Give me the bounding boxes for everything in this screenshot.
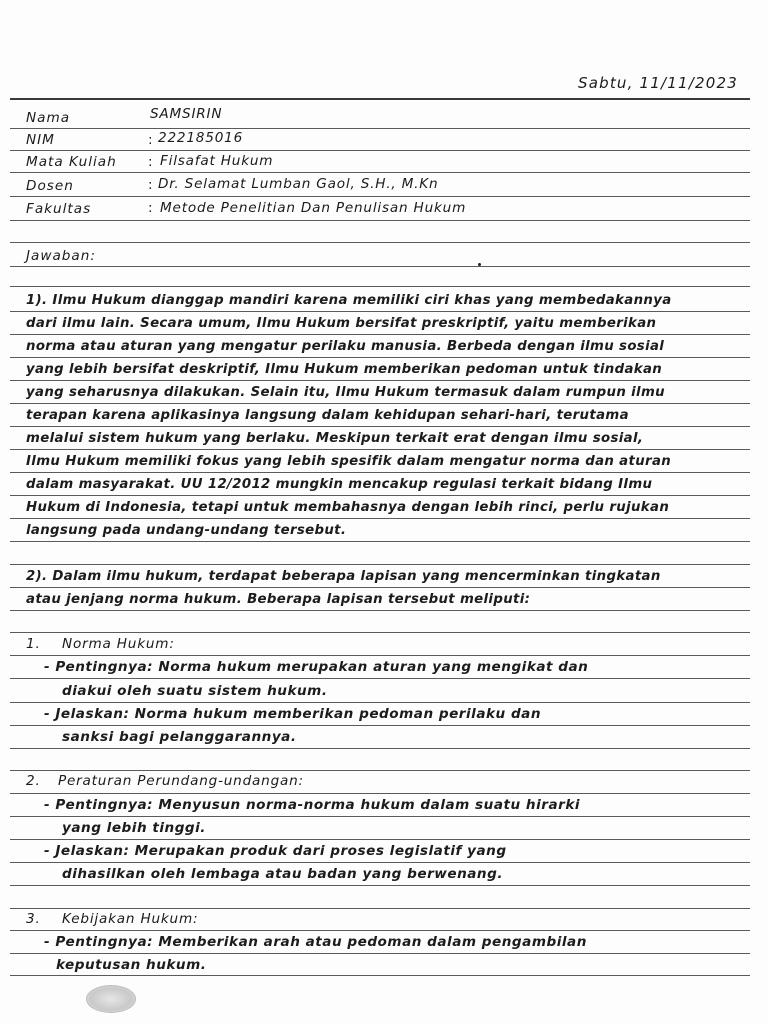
text-line: 2). Dalam ilmu hukum, terdapat beberapa lapisan yang mencerminkan tingkatan [26, 569, 661, 584]
item-number: 1. [26, 636, 41, 652]
item-line: sanksi bagi pelanggarannya. [62, 729, 297, 745]
ruled-line [10, 172, 750, 173]
ruled-line [10, 266, 750, 267]
item-line: keputusan hukum. [56, 957, 207, 973]
ruled-line [10, 380, 750, 381]
ruled-line [10, 748, 750, 749]
text-line: terapan karena aplikasinya langsung dalam kehidupan sehari-hari, terutama [26, 408, 629, 423]
item-line: diakui oleh suatu sistem hukum. [62, 683, 328, 699]
lecturer-label: Dosen [26, 178, 74, 194]
ruled-line [10, 678, 750, 679]
text-line: langsung pada undang-undang tersebut. [26, 523, 347, 538]
ruled-line [10, 150, 750, 151]
text-line: Ilmu Hukum memiliki fokus yang lebih spesifik dalam mengatur norma dan aturan [26, 454, 672, 469]
ruled-line [10, 632, 750, 633]
text-line: dalam masyarakat. UU 12/2012 mungkin mencakup regulasi terkait bidang Ilmu [26, 477, 653, 492]
colon-mark: : [148, 177, 153, 193]
text-line: melalui sistem hukum yang berlaku. Meskipun terkait erat dengan ilmu sosial, [26, 431, 644, 446]
item-title: Norma Hukum: [62, 636, 175, 652]
ruled-line [10, 816, 750, 817]
faculty-label: Fakultas [26, 201, 92, 217]
ruled-line [10, 286, 750, 287]
ruled-line [10, 770, 750, 771]
ruled-line [10, 220, 750, 221]
ruled-line [10, 518, 750, 519]
item-number: 3. [26, 911, 41, 927]
item-line: - Pentingnya: Menyusun norma-norma hukum dalam suatu hirarki [44, 797, 581, 813]
text-line: yang seharusnya dilakukan. Selain itu, Ilmu Hukum termasuk dalam rumpun ilmu [26, 385, 665, 400]
item-line: - Jelaskan: Merupakan produk dari proses legislatif yang [44, 843, 507, 859]
ruled-line [10, 426, 750, 427]
text-line: norma atau aturan yang mengatur perilaku manusia. Berbeda dengan ilmu sosial [26, 339, 665, 354]
text-line: yang lebih bersifat deskriptif, Ilmu Hukum memberikan pedoman untuk tindakan [26, 362, 663, 377]
ruled-line [10, 655, 750, 656]
ruled-line [10, 334, 750, 335]
date-text: Sabtu, 11/11/2023 [577, 74, 738, 92]
paper-watermark-logo [86, 985, 136, 1013]
ruled-line [10, 403, 750, 404]
ruled-line [10, 793, 750, 794]
text-line: 1). Ilmu Hukum dianggap mandiri karena memiliki ciri khas yang membedakannya [26, 293, 672, 308]
ruled-line [10, 196, 750, 197]
colon-mark: : [148, 200, 153, 216]
item-line: yang lebih tinggi. [62, 820, 206, 836]
name-value: SAMSIRIN [150, 106, 223, 122]
header-top-rule [10, 98, 750, 100]
ruled-line [10, 908, 750, 909]
item-title: Kebijakan Hukum: [62, 911, 199, 927]
item-number: 2. [26, 773, 41, 789]
ink-dot [478, 263, 481, 266]
name-label: Nama [26, 110, 71, 126]
ruled-line [10, 839, 750, 840]
ruled-line [10, 725, 750, 726]
text-line: atau jenjang norma hukum. Beberapa lapisan tersebut meliputi: [26, 592, 531, 607]
ruled-line [10, 357, 750, 358]
nim-label: NIM [26, 132, 55, 148]
ruled-line [10, 242, 750, 243]
faculty-value: Metode Penelitian Dan Penulisan Hukum [160, 200, 467, 216]
ruled-line [10, 885, 750, 886]
text-line: dari ilmu lain. Secara umum, Ilmu Hukum bersifat preskriptif, yaitu memberikan [26, 316, 657, 331]
ruled-line [10, 702, 750, 703]
colon-mark: : [148, 154, 153, 170]
ruled-line [10, 472, 750, 473]
ruled-line [10, 862, 750, 863]
course-label: Mata Kuliah [26, 154, 117, 170]
item-line: dihasilkan oleh lembaga atau badan yang berwenang. [62, 866, 503, 882]
ruled-line [10, 975, 750, 976]
item-line: - Jelaskan: Norma hukum memberikan pedoman perilaku dan [44, 706, 542, 722]
item-line: - Pentingnya: Norma hukum merupakan aturan yang mengikat dan [44, 659, 589, 675]
item-line: - Pentingnya: Memberikan arah atau pedoman dalam pengambilan [44, 934, 587, 950]
text-line: Hukum di Indonesia, tetapi untuk membahasnya dengan lebih rinci, perlu rujukan [26, 500, 670, 515]
ruled-line [10, 495, 750, 496]
ruled-line [10, 953, 750, 954]
answer-heading: Jawaban: [26, 248, 96, 264]
ruled-line [10, 587, 750, 588]
ruled-line [10, 930, 750, 931]
colon-mark: : [148, 132, 153, 148]
nim-value: 222185016 [158, 130, 244, 146]
ruled-line [10, 311, 750, 312]
course-value: Filsafat Hukum [160, 153, 274, 169]
ruled-line [10, 541, 750, 542]
ruled-line [10, 449, 750, 450]
ruled-line [10, 564, 750, 565]
ruled-line [10, 128, 750, 129]
lecturer-value: Dr. Selamat Lumban Gaol, S.H., M.Kn [158, 176, 439, 192]
item-title: Peraturan Perundang-undangan: [58, 773, 304, 789]
ruled-line [10, 610, 750, 611]
